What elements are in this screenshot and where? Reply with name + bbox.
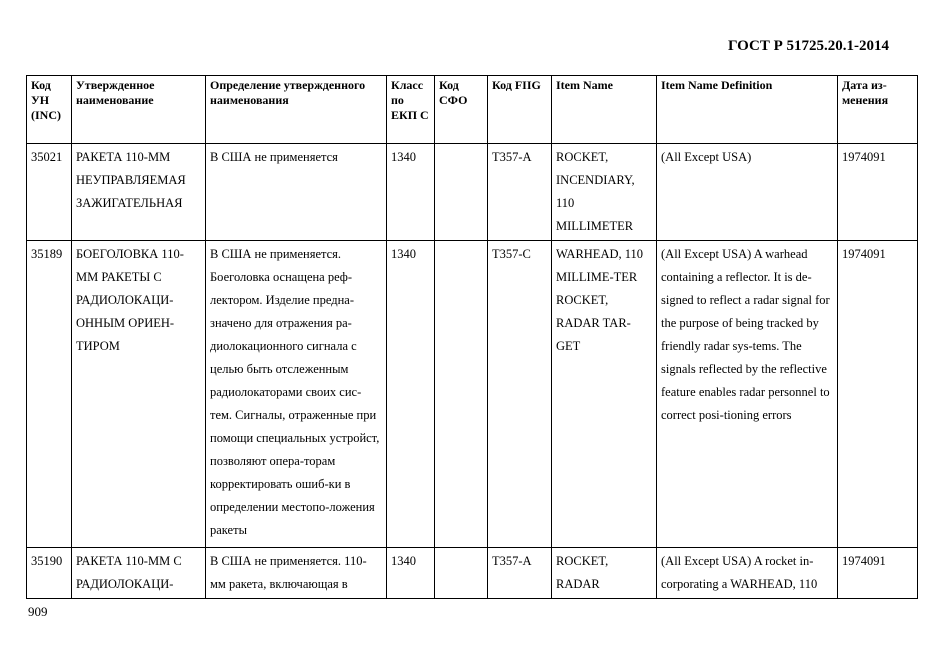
- table-header-row: [27, 76, 918, 144]
- cell-definition: В США не применяется: [206, 144, 387, 241]
- column-header: Item Name Definition: [657, 76, 838, 144]
- cell-item-definition-text: (All Except USA) A rocket in-corporating a WARHEAD, 110: [661, 554, 818, 591]
- table-row: [27, 241, 918, 548]
- cell-item-name-text: ROCKET, RADAR: [556, 554, 609, 591]
- cell-class: 1340: [387, 241, 435, 548]
- cell-name: [72, 548, 206, 599]
- cell-date: 1974091: [838, 144, 918, 241]
- cell-date: 1974091: [838, 241, 918, 548]
- cell-code: 35190: [27, 548, 72, 599]
- column-header: Item Name: [552, 76, 657, 144]
- cell-definition: В США не применяется. Боеголовка оснащена реф-лектором. Изделие предна-значено для отражения ра-диолокационного сигнала с целью быть отслеженным радиолокаторами своих сис-тем. Сигналы, отраженные при помощи специальных устройст, позволяют опера-торам корректировать ошиб-ки в определении местопо-ложения ракеты: [206, 241, 387, 548]
- cell-definition: [206, 548, 387, 599]
- cell-item-name: [552, 548, 657, 599]
- cell-sfo: [435, 548, 488, 599]
- cell-code: 35021: [27, 144, 72, 241]
- column-header: Код FIIG: [488, 76, 552, 144]
- cell-fiig: T357-C: [488, 241, 552, 548]
- cell-date: 1974091: [838, 548, 918, 599]
- column-header: Дата из-менения: [838, 76, 918, 144]
- cell-name-text: РАКЕТА 110-ММ С РАДИОЛОКАЦИ-: [76, 554, 182, 591]
- cell-name: БОЕГОЛОВКА 110-ММ РАКЕТЫ С РАДИОЛОКАЦИ-ОННЫМ ОРИЕН-ТИРОМ: [72, 241, 206, 548]
- column-header: Код СФО: [435, 76, 488, 144]
- cell-item-name: ROCKET, INCENDIARY, 110 MILLIMETER: [552, 144, 657, 241]
- cell-class: 1340: [387, 144, 435, 241]
- cell-sfo: [435, 241, 488, 548]
- cell-fiig: T357-A: [488, 548, 552, 599]
- cell-name: РАКЕТА 110-ММ НЕУПРАВЛЯЕМАЯ ЗАЖИГАТЕЛЬНАЯ: [72, 144, 206, 241]
- table-row: [27, 144, 918, 241]
- cell-definition-text: В США не применяется. 110-мм ракета, включающая в: [210, 554, 367, 591]
- cell-sfo: [435, 144, 488, 241]
- document-title: ГОСТ Р 51725.20.1-2014: [727, 38, 889, 54]
- table-row: [27, 548, 918, 599]
- cell-code: 35189: [27, 241, 72, 548]
- data-table: [26, 75, 918, 599]
- page-number: 909: [28, 604, 48, 619]
- cell-item-definition: (All Except USA) A warhead containing a reflector. It is de-signed to reflect a radar signal for the purpose of being tracked by friendly radar sys-tems. The signals reflected by the reflective feature enables radar personnel to correct posi-tioning errors: [657, 241, 838, 548]
- column-header: Определение утвержденного наименования: [206, 76, 387, 144]
- column-header: Утвержденное наименование: [72, 76, 206, 144]
- cell-class: 1340: [387, 548, 435, 599]
- cell-item-definition: [657, 548, 838, 599]
- cell-item-definition: (All Except USA): [657, 144, 838, 241]
- column-header: Код УН (INC): [27, 76, 72, 144]
- cell-item-name: WARHEAD, 110 MILLIME-TER ROCKET, RADAR TAR-GET: [552, 241, 657, 548]
- cell-fiig: T357-A: [488, 144, 552, 241]
- column-header: Класс по ЕКП С: [387, 76, 435, 144]
